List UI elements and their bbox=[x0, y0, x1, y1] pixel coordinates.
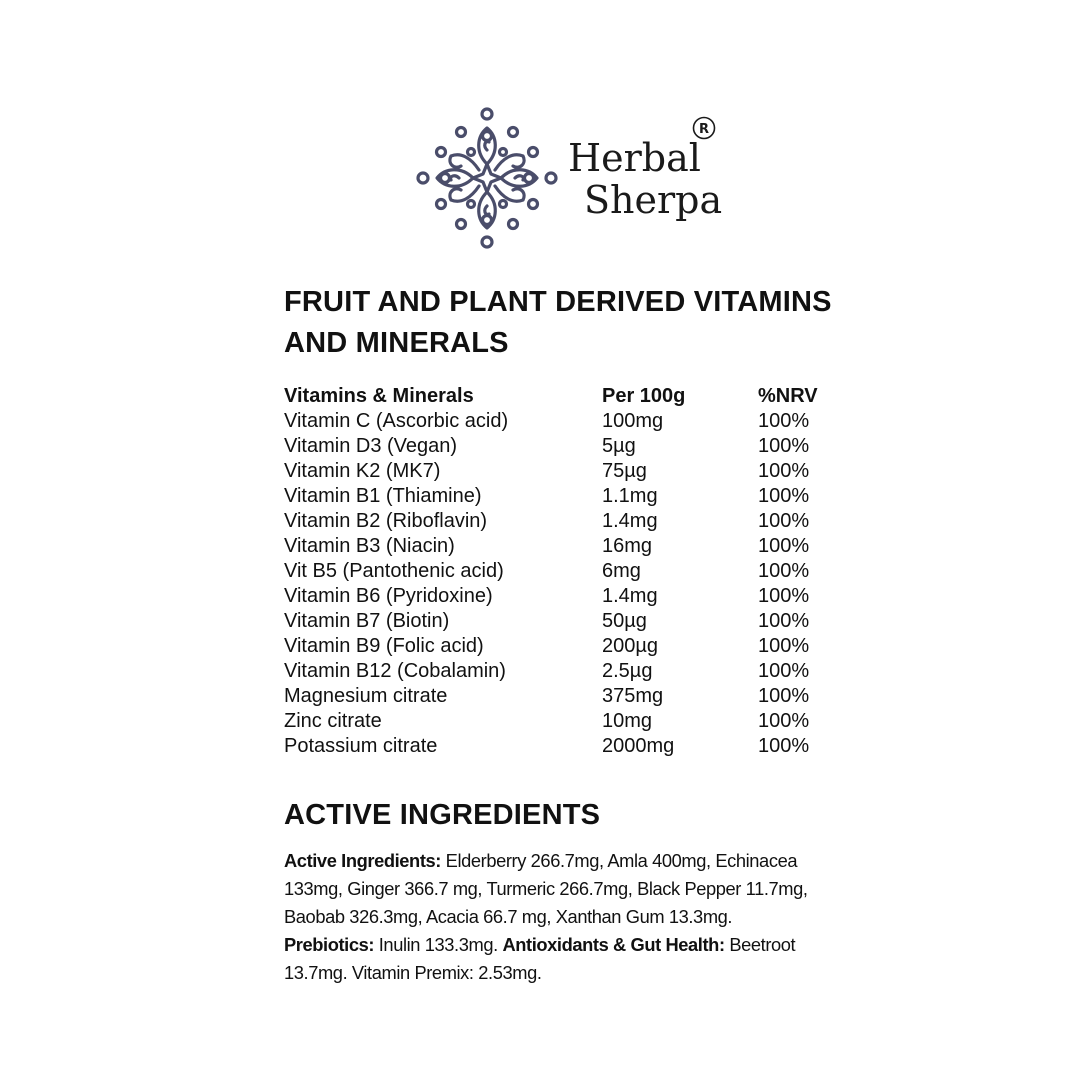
table-row bbox=[284, 409, 844, 434]
mandala-logo-icon bbox=[415, 106, 559, 250]
nutrient-name: Vitamin B7 (Biotin) bbox=[284, 610, 450, 632]
table-row bbox=[284, 684, 844, 709]
nutrient-amount: 200µg bbox=[602, 635, 659, 657]
nutrient-amount: 50µg bbox=[602, 610, 647, 632]
antioxidants-label: Antioxidants & Gut Health: bbox=[502, 934, 725, 955]
nutrient-name: Vitamin K2 (MK7) bbox=[284, 460, 441, 482]
table-row bbox=[284, 484, 844, 509]
table-row bbox=[284, 534, 844, 559]
nutrient-nrv: 100% bbox=[758, 435, 810, 457]
nutrient-name: Vitamin D3 (Vegan) bbox=[284, 435, 458, 457]
nutrient-nrv: 100% bbox=[758, 660, 810, 682]
table-row bbox=[284, 709, 844, 734]
nutrient-name: Zinc citrate bbox=[284, 710, 382, 732]
table-row bbox=[284, 634, 844, 659]
nutrient-nrv: 100% bbox=[758, 685, 810, 707]
nutrient-amount: 75µg bbox=[602, 460, 647, 482]
nutrient-name: Vitamin B2 (Riboflavin) bbox=[284, 510, 488, 532]
table-row bbox=[284, 459, 844, 484]
active-ingredients-label: Active Ingredients: bbox=[284, 850, 441, 871]
active-ingredients-paragraph bbox=[284, 847, 844, 987]
vitamins-table bbox=[284, 384, 844, 759]
nutrient-nrv: 100% bbox=[758, 510, 810, 532]
nutrient-nrv: 100% bbox=[758, 485, 810, 507]
nutrient-nrv: 100% bbox=[758, 735, 810, 757]
antioxidants-text: Beetroot 13.7mg. Vitamin Premix: 2.53mg. bbox=[284, 934, 796, 983]
nutrient-name: Vitamin B6 (Pyridoxine) bbox=[284, 585, 493, 607]
column-header-name: Vitamins & Minerals bbox=[284, 385, 474, 407]
nutrient-amount: 16mg bbox=[602, 535, 653, 557]
prebiotics-text: Inulin 133.3mg. bbox=[374, 934, 503, 955]
nutrient-name: Potassium citrate bbox=[284, 735, 438, 757]
nutrient-name: Vitamin C (Ascorbic acid) bbox=[284, 410, 509, 432]
active-ingredients-title: ACTIVE INGREDIENTS bbox=[284, 799, 601, 831]
nutrient-amount: 10mg bbox=[602, 710, 653, 732]
nutrient-nrv: 100% bbox=[758, 710, 810, 732]
nutrient-name: Vit B5 (Pantothenic acid) bbox=[284, 560, 504, 582]
nutrient-nrv: 100% bbox=[758, 560, 810, 582]
nutrient-name: Magnesium citrate bbox=[284, 685, 448, 707]
nutrient-name: Vitamin B9 (Folic acid) bbox=[284, 635, 484, 657]
column-header-amount: Per 100g bbox=[602, 385, 686, 407]
nutrient-nrv: 100% bbox=[758, 610, 810, 632]
nutrient-amount: 6mg bbox=[602, 560, 641, 582]
table-row bbox=[284, 559, 844, 584]
nutrient-amount: 5µg bbox=[602, 435, 636, 457]
nutrient-amount: 1.4mg bbox=[602, 585, 658, 607]
nutrient-amount: 1.1mg bbox=[602, 485, 658, 507]
table-row bbox=[284, 434, 844, 459]
table-row bbox=[284, 659, 844, 684]
table-row bbox=[284, 509, 844, 534]
nutrient-amount: 1.4mg bbox=[602, 510, 658, 532]
active-ingredients-text: Elderberry 266.7mg, Amla 400mg, Echinacea 133mg, Ginger 366.7 mg, Turmeric 266.7mg, Black Pepper 11.7mg, Baobab 326.3mg, Acacia 66.7 mg, Xanthan Gum 13.3mg. bbox=[284, 850, 808, 927]
registered-mark-letter: R bbox=[698, 122, 710, 137]
nutrient-nrv: 100% bbox=[758, 635, 810, 657]
column-header-nrv: %NRV bbox=[758, 385, 818, 407]
nutrient-amount: 2000mg bbox=[602, 735, 675, 757]
table-row bbox=[284, 584, 844, 609]
prebiotics-label: Prebiotics: bbox=[284, 934, 375, 955]
vitamins-title-line1: FRUIT AND PLANT DERIVED VITAMINS bbox=[284, 286, 832, 318]
brand-name-line1: Herbal bbox=[568, 136, 701, 180]
nutrient-name: Vitamin B1 (Thiamine) bbox=[284, 485, 482, 507]
nutrient-nrv: 100% bbox=[758, 410, 810, 432]
nutrient-nrv: 100% bbox=[758, 535, 810, 557]
nutrient-amount: 100mg bbox=[602, 410, 664, 432]
nutrient-nrv: 100% bbox=[758, 460, 810, 482]
table-row bbox=[284, 734, 844, 759]
brand-name-line2: Sherpa bbox=[584, 178, 723, 222]
nutrient-nrv: 100% bbox=[758, 585, 810, 607]
nutrient-name: Vitamin B3 (Niacin) bbox=[284, 535, 455, 557]
registered-mark-icon bbox=[692, 116, 716, 140]
table-row bbox=[284, 609, 844, 634]
nutrient-amount: 2.5µg bbox=[602, 660, 653, 682]
nutrient-amount: 375mg bbox=[602, 685, 664, 707]
nutrient-name: Vitamin B12 (Cobalamin) bbox=[284, 660, 506, 682]
vitamins-title-line2: AND MINERALS bbox=[284, 327, 509, 359]
vitamins-table-header bbox=[284, 384, 844, 409]
